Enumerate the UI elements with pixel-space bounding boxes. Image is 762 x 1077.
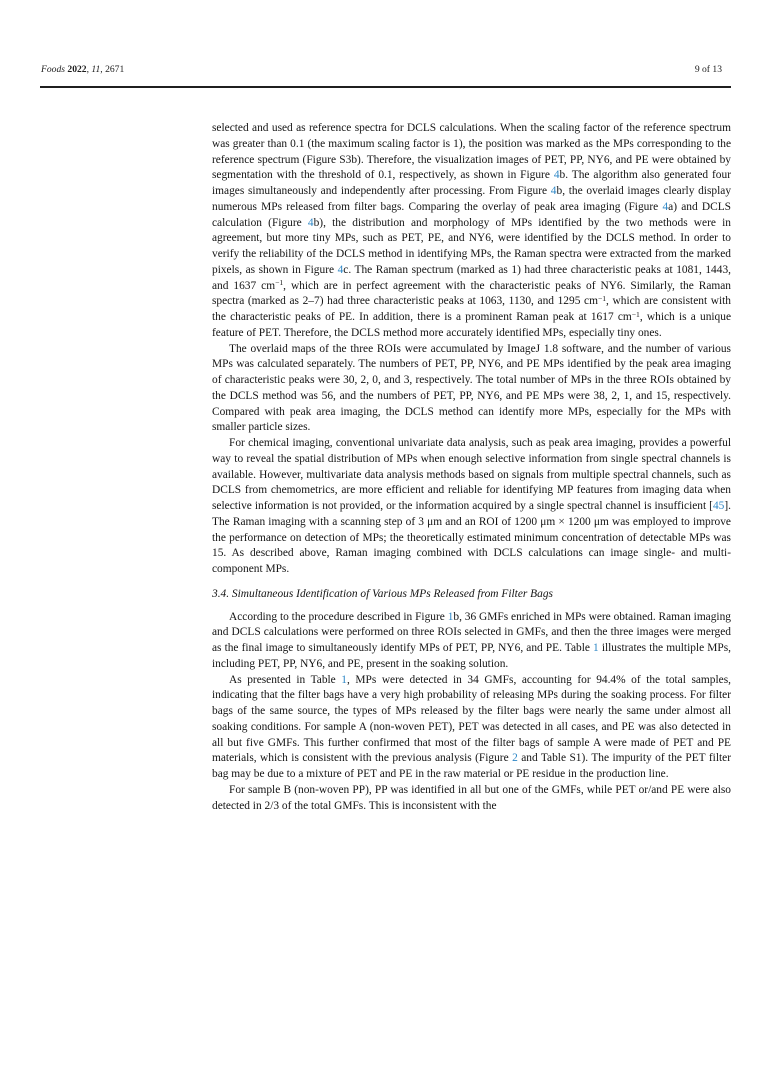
superscript-exponent: −1 <box>275 278 284 288</box>
text-run: b, 36 GMFs enriched in MPs were obtained. Raman imaging and DCLS calculations were performed on three ROIs selected in GMFs, and then the three images were merged as the final image to simultaneously identify MPs of PET, PP, NY6, and PE. Table <box>212 610 731 654</box>
text-run: , which are consistent with the characteristic peaks of PE. In addition, there is a prominent Raman peak at 1617 cm <box>212 295 732 323</box>
article-body <box>212 121 731 814</box>
text-run: ]. The Raman imaging with a scanning step of 3 μm and an ROI of 1200 μm × 1200 μm was employed to improve the performance on detection of MPs; the theoretically estimated minimum concentration of detectable MPs was 15. As described above, Raman imaging combined with DCLS calculations can image single- and multi-component MPs. <box>212 500 731 575</box>
citation-link[interactable]: 1 <box>593 642 599 654</box>
text-run: b), the distribution and morphology of MPs identified by the two methods were in agreement, but more tiny MPs, such as PET, PE, and NY6, were identified by the DCLS method. In order to verify the reliability of the DCLS method in identifying MPs, the Raman spectra were extracted from the marked pixels, as shown in Figure <box>212 216 731 276</box>
text-run: For chemical imaging, conventional univariate data analysis, such as peak area imaging, provides a powerful way to reveal the spatial distribution of MPs when enough selective information from single spectral channels is available. However, multivariate data analysis methods based on signals from multiple spectral channels, such as DCLS from chemometrics, are more efficient and reliable for identifying MP features from imaging data when selective information is not provided, or the information acquired by a single spectral channel is insufficient [ <box>212 437 731 512</box>
citation-link[interactable]: 4 <box>662 200 669 213</box>
paragraph <box>212 783 731 815</box>
header-rule <box>40 86 731 88</box>
text-run-italic: Foods <box>41 64 68 75</box>
running-head <box>41 64 124 76</box>
citation-link[interactable]: 45 <box>712 500 725 512</box>
text-run: , MPs were detected in 34 GMFs, accounting for 94.4% of the total samples, indicating that the filter bags have a very high probability of releasing MPs during the soaking process. For filter bags of the same source, the types of MPs released by the filter bags were nearly the same under almost all soaking conditions. For sample A (non-woven PET), PET was detected in all cases, and PE was also detected in all but five GMFs. This further confirmed that most of the filter bags of sample A were made of PET and PE materials, which is consistent with the previous analysis (Figure <box>212 673 731 765</box>
text-run: According to the procedure described in Figure <box>229 610 448 623</box>
section-heading: 3.4. Simultaneous Identification of Various MPs Released from Filter Bags <box>212 587 553 600</box>
text-run: c. The Raman spectrum (marked as 1) had three characteristic peaks at 1081, 1443, and 1637 cm <box>212 263 731 292</box>
text-run-italic: 11 <box>91 64 101 75</box>
citation-link[interactable]: 4 <box>550 185 557 197</box>
text-run: , which are in perfect agreement with the characteristic peaks of NY6. Similarly, the Raman spectra (marked as 2–7) had three characteristic peaks at 1063, 1130, and 1295 cm <box>212 279 731 308</box>
text-run: As presented in Table <box>229 673 342 686</box>
text-run: b, the overlaid images clearly display numerous MPs released from filter bags. Comparing the overlay of peak area imaging (Figure <box>212 185 732 213</box>
citation-link[interactable]: 2 <box>512 752 518 765</box>
citation-link[interactable]: 1 <box>341 673 347 686</box>
text-run: and Table S1). The impurity of the PET filter bag may be due to a mixture of PET and PE in the raw material or PE residue in the production line. <box>212 752 732 780</box>
citation-link[interactable]: 4 <box>337 263 344 276</box>
citation-link[interactable]: 4 <box>553 169 560 182</box>
text-run: The overlaid maps of the three ROIs were accumulated by ImageJ 1.8 software, and the number of various MPs was calculated separately. The numbers of PET, PP, NY6, and PE MPs identified by the peak area imaging of characteristic peaks were 30, 2, 0, and 3, respectively. The total number of MPs in the three ROIs obtained by the DCLS method was 56, and the numbers of PET, PP, NY6, and PE MPs were 38, 2, 1, and 15, respectively. Compared with peak area imaging, the DCLS method can identify more MPs, especially for the MPs with smaller particle sizes. <box>212 342 731 434</box>
superscript-exponent: −1 <box>597 293 607 303</box>
paragraph <box>212 121 731 342</box>
paragraph <box>212 610 731 673</box>
text-run: b. The algorithm also generated four images simultaneously and independently after processing. From Figure <box>212 169 731 197</box>
superscript-exponent: −1 <box>631 309 640 319</box>
text-run: illustrates the multiple MPs, including PET, PP, NY6, and PE, present in the soaking solution. <box>212 642 731 670</box>
paragraph <box>212 342 731 437</box>
text-run: selected and used as reference spectra for DCLS calculations. When the scaling factor of the reference spectrum was greater than 0.1 (the maximum scaling factor is 1), the position was marked as the MPs corresponding to the reference spectrum (Figure S3b). Therefore, the visualization images of PET, PP, NY6, and PE were obtained by segmentation with the threshold of 0.1, respectively, as shown in Figure <box>212 122 731 182</box>
citation-link[interactable]: 4 <box>307 216 314 229</box>
text-run-bold: 2022 <box>67 64 87 75</box>
page-number: 9 of 13 <box>694 64 722 75</box>
paragraph <box>212 436 731 578</box>
text-run: a) and DCLS calculation (Figure <box>212 200 732 229</box>
paragraph <box>212 673 731 783</box>
text-run: For sample B (non-woven PP), PP was identified in all but one of the GMFs, while PET or/and PE were also detected in 2/3 of the total GMFs. This is inconsistent with the <box>212 783 731 812</box>
text-run: , <box>86 64 92 75</box>
text-run: , 2671 <box>100 64 125 75</box>
citation-link[interactable]: 1 <box>447 610 454 623</box>
text-run: , which is a unique feature of PET. Therefore, the DCLS method more accurately identified MPs, especially tiny ones. <box>212 311 731 339</box>
